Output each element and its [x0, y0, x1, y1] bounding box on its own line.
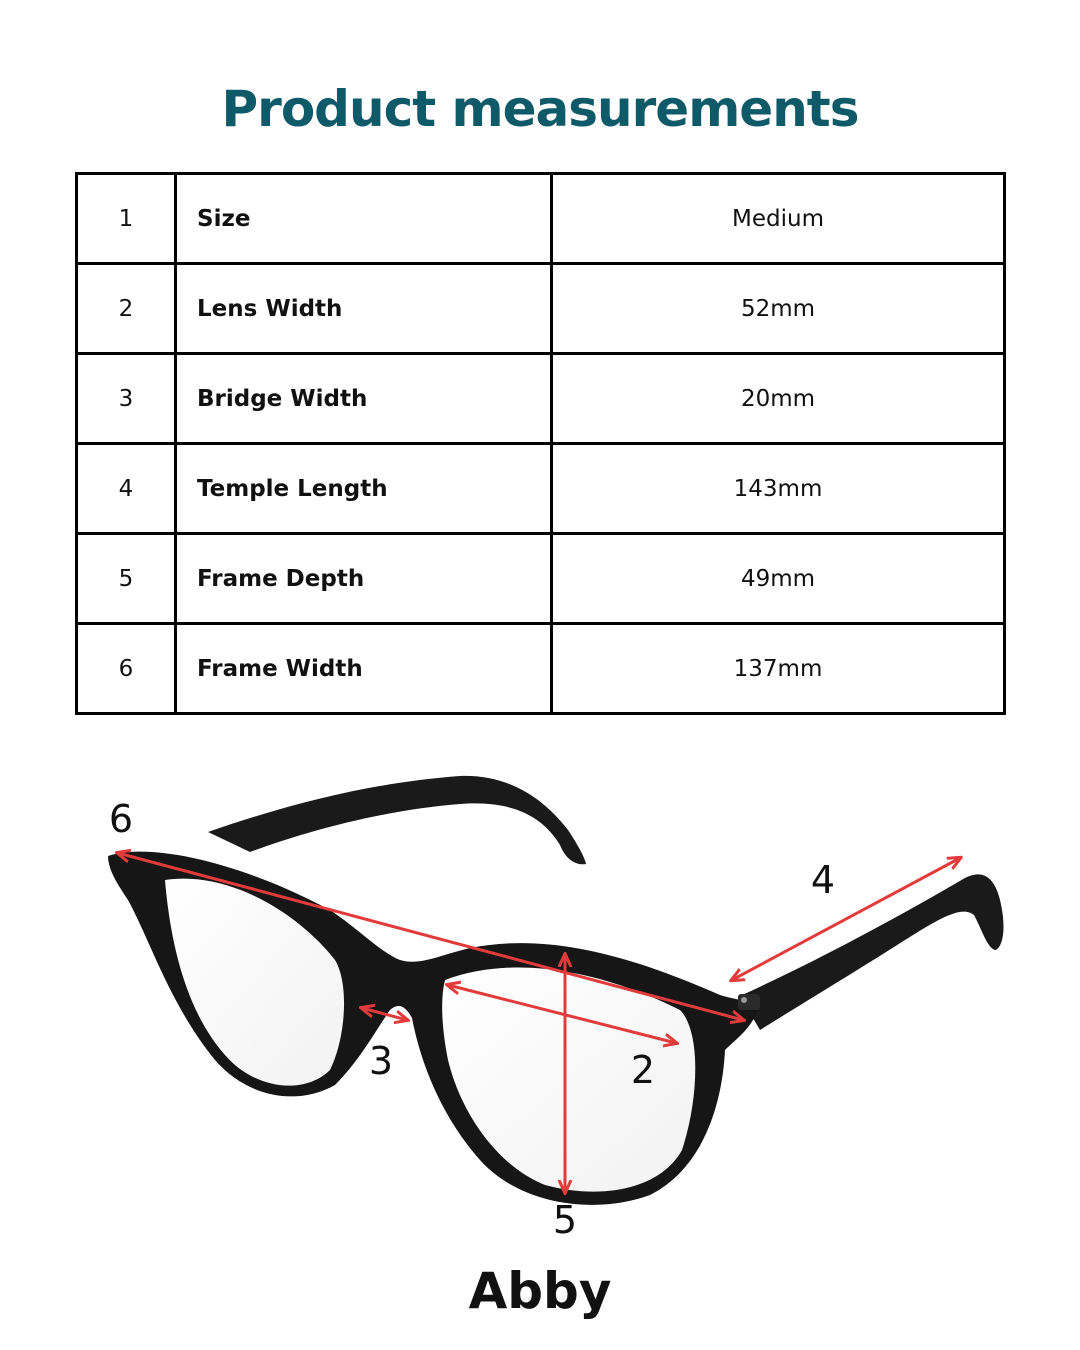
row-label: Temple Length	[176, 444, 552, 534]
row-value: 52mm	[552, 264, 1005, 354]
row-label: Frame Depth	[176, 534, 552, 624]
row-label: Lens Width	[176, 264, 552, 354]
row-label: Frame Width	[176, 624, 552, 714]
row-value: 20mm	[552, 354, 1005, 444]
row-label: Size	[176, 174, 552, 264]
row-number: 3	[77, 354, 176, 444]
page-title: Product measurements	[221, 80, 859, 138]
hinge-screw	[741, 997, 747, 1003]
measurements-table	[75, 172, 1006, 715]
far-temple-arm	[208, 776, 586, 864]
row-label: Bridge Width	[176, 354, 552, 444]
near-temple-arm	[740, 874, 1003, 1030]
marker-label: 3	[368, 1039, 394, 1083]
row-number: 4	[77, 444, 176, 534]
marker-label: 5	[552, 1198, 578, 1242]
row-value: 137mm	[552, 624, 1005, 714]
hinge	[738, 994, 760, 1010]
row-number: 2	[77, 264, 176, 354]
glasses-diagram	[0, 700, 1080, 1260]
row-number: 1	[77, 174, 176, 264]
table-row	[77, 534, 1005, 624]
marker-label: 2	[630, 1048, 656, 1092]
product-name: Abby	[468, 1262, 612, 1320]
row-number: 5	[77, 534, 176, 624]
row-number: 6	[77, 624, 176, 714]
row-value: 49mm	[552, 534, 1005, 624]
row-value: Medium	[552, 174, 1005, 264]
table-row	[77, 354, 1005, 444]
table-row	[77, 444, 1005, 534]
marker-label: 4	[810, 858, 836, 902]
table-row	[77, 264, 1005, 354]
marker-label: 6	[108, 797, 134, 841]
table-row	[77, 174, 1005, 264]
row-value: 143mm	[552, 444, 1005, 534]
